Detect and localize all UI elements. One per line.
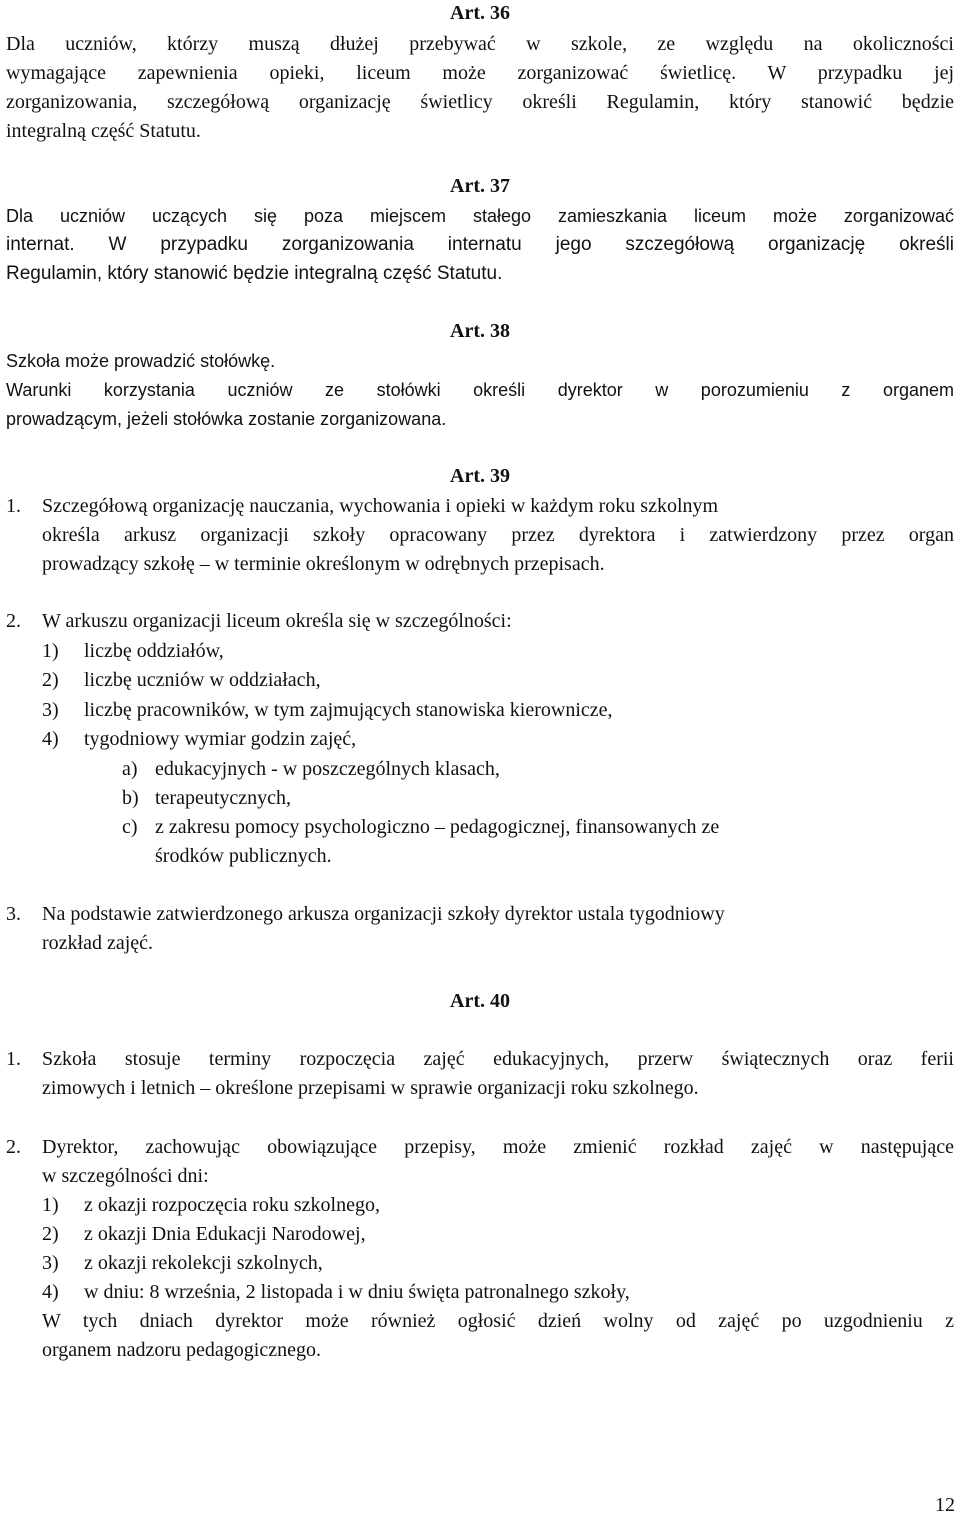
art36-line-4: integralną część Statutu. [6, 120, 201, 142]
art36-line-2: wymagające zapewnienia opieki, liceum może zorganizować świetlicę. W przypadku jej [6, 62, 954, 84]
art39-p2-subitem-b-num: b) [122, 787, 139, 809]
art39-p2-subitem-a: edukacyjnych - w poszczególnych klasach, [155, 758, 500, 780]
art38-line-2: Warunki korzystania uczniów ze stołówki określi dyrektor w porozumieniu z organem [6, 380, 954, 400]
art36-line-1: Dla uczniów, którzy muszą dłużej przebywać w szkole, ze względu na okoliczności [6, 33, 954, 55]
art40-heading: Art. 40 [450, 990, 510, 1012]
art39-p2-item-2: liczbę uczniów w oddziałach, [84, 669, 321, 691]
art40-p2-item-4: w dniu: 8 września, 2 listopada i w dniu święta patronalnego szkoły, [84, 1281, 630, 1303]
page-number: 12 [935, 1494, 955, 1516]
art39-p2-subitem-c: z zakresu pomocy psychologiczno – pedagogicznej, finansowanych ze [155, 816, 720, 838]
art37-line-2: internat. W przypadku zorganizowania internatu jego szczegółową organizację określi [6, 234, 954, 255]
art39-p1-line-1: Szczegółową organizację nauczania, wychowania i opieki w każdym roku szkolnym [42, 495, 719, 517]
art40-p2-closing-1: W tych dniach dyrektor może również ogłosić dzień wolny od zajęć po uzgodnieniu z [42, 1310, 954, 1332]
art39-p2-intro: W arkuszu organizacji liceum określa się w szczególności: [42, 610, 512, 632]
art39-p2-item-1: liczbę oddziałów, [84, 640, 224, 662]
art40-p2-item-3-num: 3) [42, 1252, 59, 1274]
art39-p1-line-2: określa arkusz organizacji szkoły opracowany przez dyrektora i zatwierdzony przez organ [42, 524, 954, 546]
art38-heading: Art. 38 [450, 320, 510, 342]
art39-p2-subitem-c-cont: środków publicznych. [155, 845, 332, 867]
art39-p1-line-3: prowadzący szkołę – w terminie określonym w odrębnych przepisach. [42, 553, 605, 575]
art39-p2-item-2-num: 2) [42, 669, 59, 691]
art39-p2-item-4: tygodniowy wymiar godzin zajęć, [84, 728, 357, 750]
art39-p3-line-2: rozkład zajęć. [42, 932, 154, 954]
art37-line-1: Dla uczniów uczących się poza miejscem stałego zamieszkania liceum może zorganizować [6, 206, 954, 226]
art39-p2-subitem-b: terapeutycznych, [155, 787, 292, 809]
art39-p2-item-3-num: 3) [42, 699, 59, 721]
art39-heading: Art. 39 [450, 465, 510, 487]
art39-p3-number: 3. [6, 903, 21, 925]
art40-p2-item-2: z okazji Dnia Edukacji Narodowej, [84, 1223, 366, 1245]
art37-line-3: Regulamin, który stanowić będzie integralną część Statutu. [6, 263, 503, 284]
art40-p2-line-1: Dyrektor, zachowując obowiązujące przepisy, może zmienić rozkład zajęć w następujące [42, 1136, 954, 1158]
art37-heading: Art. 37 [450, 175, 510, 197]
art39-p2-item-4-num: 4) [42, 728, 59, 750]
art36-heading: Art. 36 [450, 2, 510, 24]
art39-p2-item-1-num: 1) [42, 640, 59, 662]
art39-p2-subitem-c-num: c) [122, 816, 138, 838]
art40-p1-number: 1. [6, 1048, 21, 1070]
art40-p1-line-2: zimowych i letnich – określone przepisami w sprawie organizacji roku szkolnego. [42, 1077, 699, 1099]
art40-p2-line-2: w szczególności dni: [42, 1165, 209, 1187]
art40-p1-line-1: Szkoła stosuje terminy rozpoczęcia zajęć edukacyjnych, przerw świątecznych oraz ferii [42, 1048, 954, 1070]
art40-p2-closing-2: organem nadzoru pedagogicznego. [42, 1339, 321, 1361]
art38-line-1: Szkoła może prowadzić stołówkę. [6, 351, 276, 371]
art39-p3-line-1: Na podstawie zatwierdzonego arkusza organizacji szkoły dyrektor ustala tygodniowy [42, 903, 725, 925]
art36-line-3: zorganizowania, szczegółową organizację świetlicy określi Regulamin, który stanowić będzie [6, 91, 954, 113]
art40-p2-item-1-num: 1) [42, 1194, 59, 1216]
art39-p2-subitem-a-num: a) [122, 758, 138, 780]
art39-p2-number: 2. [6, 610, 21, 632]
art40-p2-item-4-num: 4) [42, 1281, 59, 1303]
art38-line-3: prowadzącym, jeżeli stołówka zostanie zorganizowana. [6, 409, 447, 429]
art39-p2-item-3: liczbę pracowników, w tym zajmujących stanowiska kierownicze, [84, 699, 613, 721]
art39-p1-number: 1. [6, 495, 21, 517]
art40-p2-item-1: z okazji rozpoczęcia roku szkolnego, [84, 1194, 380, 1216]
art40-p2-item-3: z okazji rekolekcji szkolnych, [84, 1252, 323, 1274]
art40-p2-number: 2. [6, 1136, 21, 1158]
art40-p2-item-2-num: 2) [42, 1223, 59, 1245]
